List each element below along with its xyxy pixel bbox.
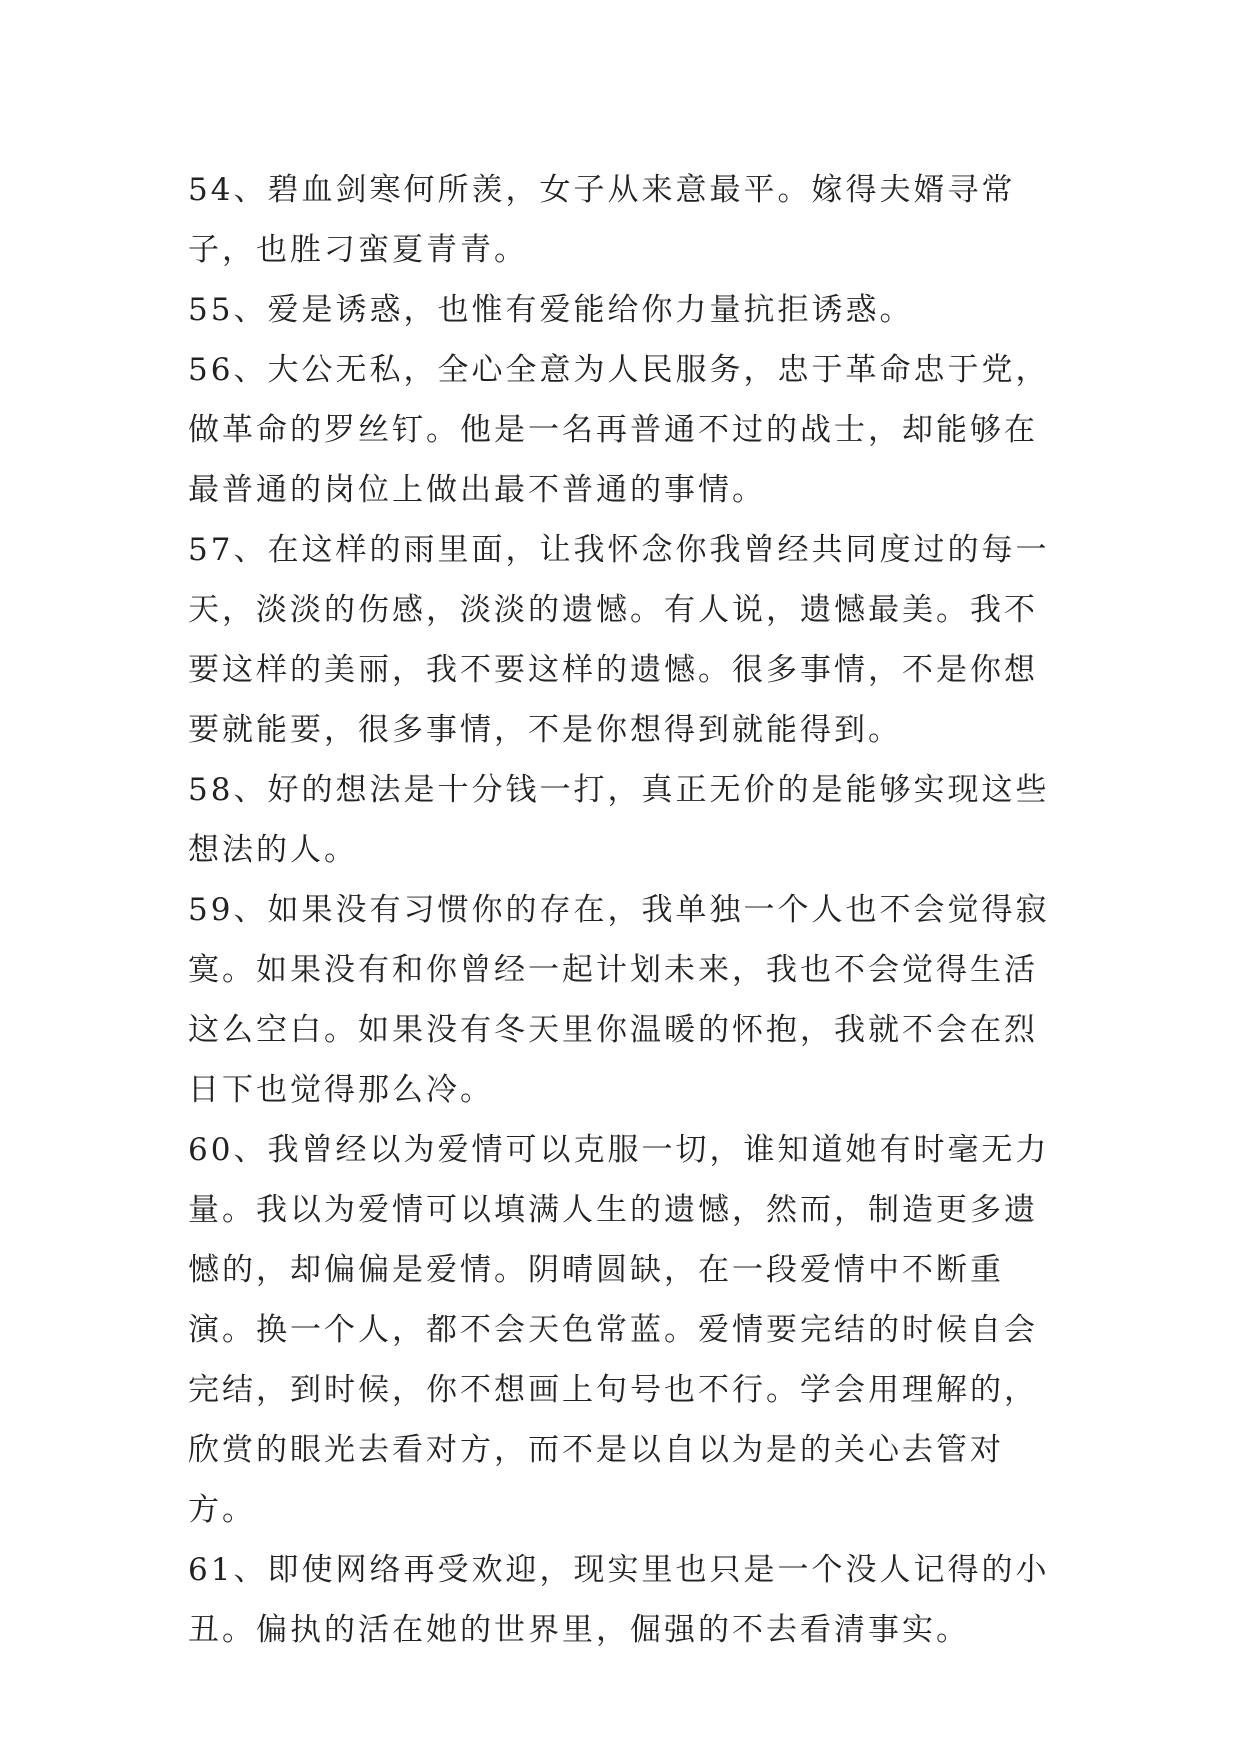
paragraph-54: 54、碧血剑寒何所羡，女子从来意最平。嫁得夫婿寻常子，也胜刁蛮夏青青。 bbox=[188, 172, 1016, 268]
paragraph-61: 61、即使网络再受欢迎，现实里也只是一个没人记得的小丑。偏执的活在她的世界里，倔强的不去看清事实。 bbox=[188, 1552, 1050, 1648]
paragraph-57: 57、在这样的雨里面，让我怀念你我曾经共同度过的每一天，淡淡的伤感，淡淡的遗憾。有人说，遗憾最美。我不要这样的美丽，我不要这样的遗憾。很多事情，不是你想要就能要，很多事情，不是你想得到就能得到。 bbox=[188, 532, 1050, 748]
paragraph-56: 56、大公无私，全心全意为人民服务，忠于革命忠于党，做革命的罗丝钉。他是一名再普通不过的战士，却能够在最普通的岗位上做出最不普通的事情。 bbox=[188, 352, 1050, 508]
paragraph-59: 59、如果没有习惯你的存在，我单独一个人也不会觉得寂寞。如果没有和你曾经一起计划未来，我也不会觉得生活这么空白。如果没有冬天里你温暖的怀抱，我就不会在烈日下也觉得那么冷。 bbox=[188, 892, 1050, 1108]
document-body bbox=[188, 160, 1068, 1660]
paragraph-60: 60、我曾经以为爱情可以克服一切，谁知道她有时毫无力量。我以为爱情可以填满人生的遗憾，然而，制造更多遗憾的，却偏偏是爱情。阴晴圆缺，在一段爱情中不断重演。换一个人，都不会天色常蓝。爱情要完结的时候自会完结，到时候，你不想画上句号也不行。学会用理解的，欣赏的眼光去看对方，而不是以自以为是的关心去管对方。 bbox=[188, 1132, 1050, 1528]
paragraph-58: 58、好的想法是十分钱一打，真正无价的是能够实现这些想法的人。 bbox=[188, 772, 1050, 868]
paragraph-55: 55、爱是诱惑，也惟有爱能给你力量抗拒诱惑。 bbox=[188, 292, 914, 328]
